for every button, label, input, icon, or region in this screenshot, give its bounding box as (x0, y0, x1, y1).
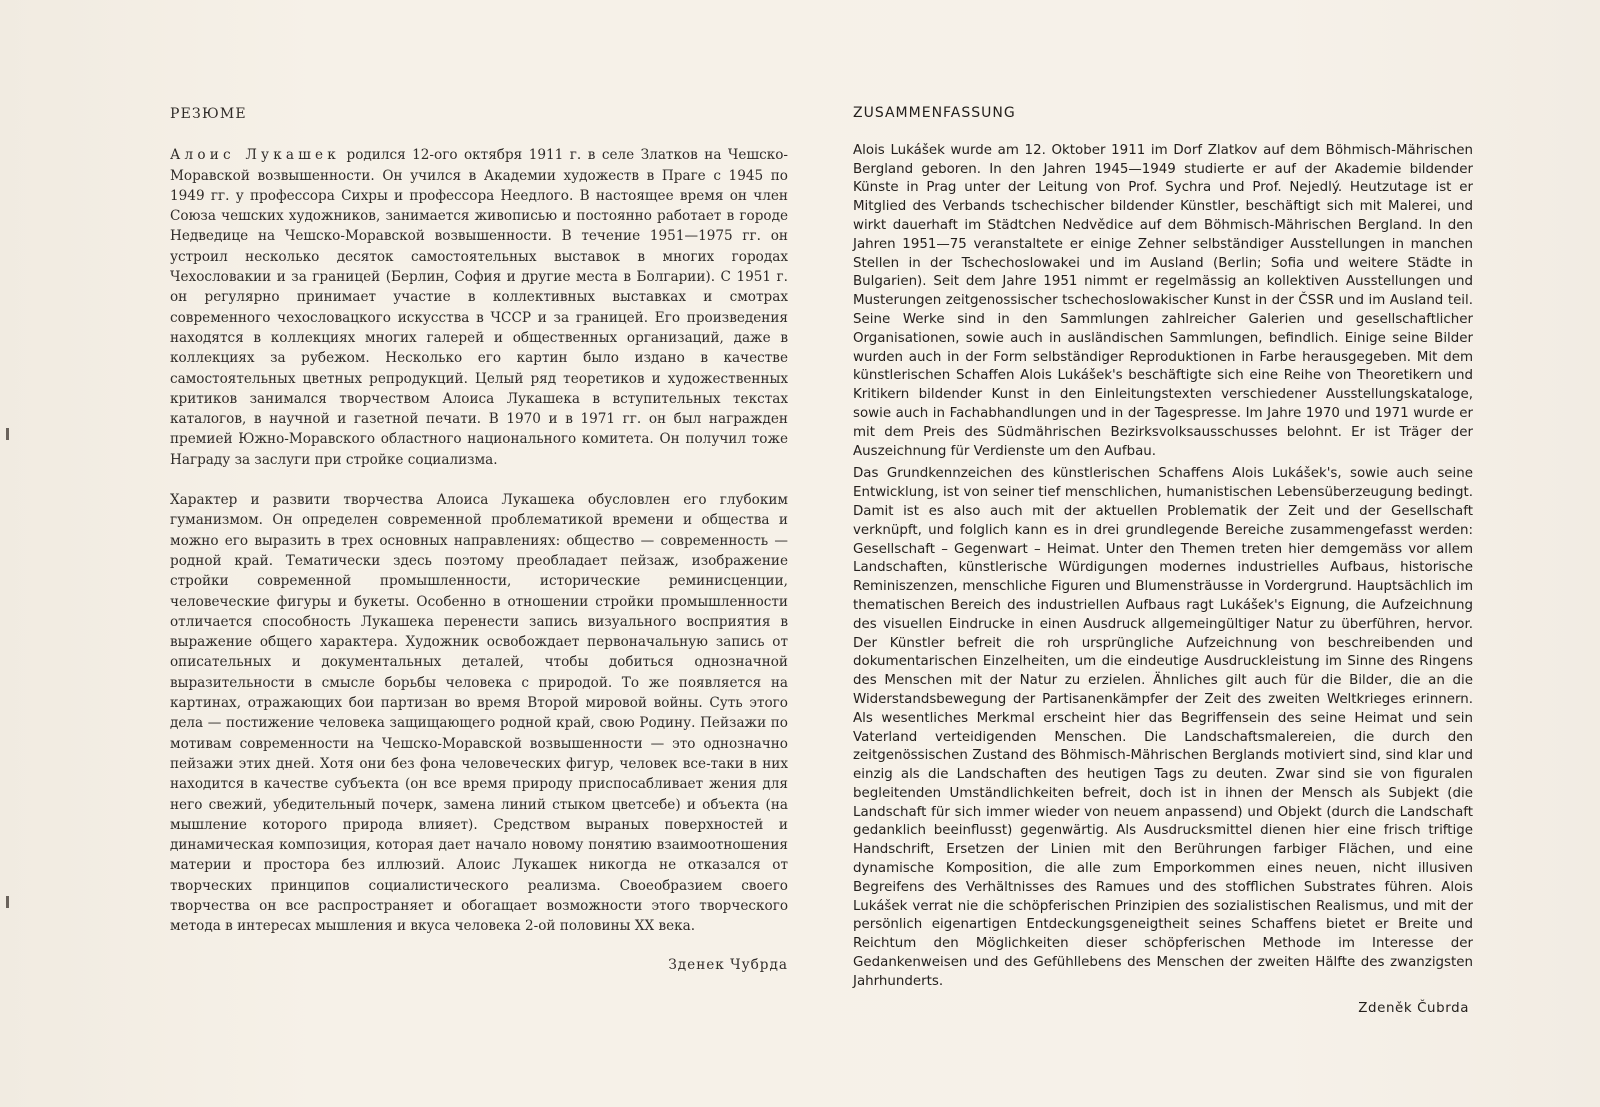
russian-paragraph-biography-text: родился 12-ого октября 1911 г. в селе Златков на Чешско-Моравской возвышенности. Он учился в Академии художеств в Праге с 1945 по 1949 гг. у профессора Сихры и профессора Неедлого. В настоящее время он член Союза чешских художников, занимается живописью и постоянно работает в городе Недведице на Чешско-Моравской возвышенности. В течение 1951—1975 гг. он устроил несколько десяток самостоятельных выставок в многих городах Чехословакии и за границей (Берлин, София и другие места в Болгарии). С 1951 г. он регулярно принимает участие в коллективных выставках и смотрах современного чехословацкого искусства в ЧССР и за границей. Его произведения находятся в коллекциях многих галерей и общественных организаций, даже в коллекциях за рубежом. Несколько его картин было издано в качестве самостоятельных цветных репродукций. Целый ряд теоретиков и художественных критиков занимался творчеством Алоиса Лукашека в вступительных текстах каталогов, в научной и газетной печати. В 1970 и в 1971 гг. он был награжден премией Южно-Моравского областного национального комитета. Он получил тоже Награду за заслуги при стройке социализма. (170, 147, 788, 468)
german-signature: Zdeněk Čubrda (1358, 1000, 1469, 1016)
russian-paragraph-biography (170, 145, 788, 470)
russian-summary-column (170, 104, 788, 975)
german-paragraph-characteristics: Das Grundkennzeichen des künstlerischen Schaffens Alois Lukášek's, sowie auch seine Entwicklung, ist von seiner tief menschlichen, humanistischen Lebensüberzeugung bedingt. Damit ist es also auch mit der aktuellen Problematik der Zeit und der Gesellschaft verknüpft, und folglich kann es in drei grundlegende Bereiche zusammengefasst werden: Gesellschaft – Gegenwart – Heimat. Unter den Themen treten hier demgemäss vor allem Landschaften, künstlerische Würdigungen modernes industrielles Aufbaus, historische Reminiszenzen, menschliche Figuren und Blumensträusse in Vordergrund. Hauptsächlich im thematischen Bereich des industriellen Aufbaus ragt Lukášek's Eignung, die Aufzeichnung des visuellen Eindrucke in einen Ausdruck allgemeingültiger Natur zu überführen, hervor. Der Künstler befreit die roh ursprüngliche Aufzeichnung von beschreibenden und dokumentarischen Einzelheiten, um die eindeutige Ausdruckleistung im Sinne des Ringens des Menschen mit der Natur zu erzielen. Ähnliches gilt auch für die Bilder, die an die Widerstandsbewegung der Partisanenkämpfer der Zeit des zweiten Weltkrieges erinnern. Als wesentliches Merkmal erscheint hier das Begriffensein des seine Heimat und sein Vaterland verteidigenden Menschen. Die Landschaftsmalereien, die durch den zeitgenössischen Zustand des Böhmisch-Mährischen Berglands motiviert sind, sind klar und einzig als die Landschaften des heutigen Tags zu deuten. Zwar sind sie von figuralen begleitenden Umständlichkeiten befreit, doch ist in ihnen der Mensch als Subjekt (die Landschaft für sich immer wieder von neuem anpassend) und Objekt (durch die Landschaft gedanklich beeinflusst) gegenwärtig. Als Ausdrucksmittel dienen hier eine frisch triftige Handschrift, Ersetzen der Linien mit den Berührungen farbiger Flächen, und eine dynamische Komposition, die alle zum Emporkommen eines neuen, nicht illusiven Begreifens des Verhältnisses des Ramues und des stofflichen Substrates führen. Alois Lukášek verrat nie die schöpferischen Prinzipien des sozialistischen Realismus, und mit der persönlich eigenartigen Entdeckungsgeneigtheit seines Schaffens bietet er Breite und Reichtum den Möglichkeiten dieser schöpferischen Methode im Interesse der Gedankenweisen und des Gefühllebens des Menschen der zweiten Hälfte des zwanzigsten Jahrhunderts. (853, 466, 1473, 989)
binding-mark-lower (6, 896, 9, 908)
german-summary-column (853, 104, 1473, 1018)
german-heading: ZUSAMMENFASSUNG (853, 105, 1016, 121)
artist-name-spaced: Алоис Лукашек (170, 147, 340, 164)
russian-heading: РЕЗЮМЕ (170, 106, 247, 122)
russian-paragraph-characteristics: Характер и развити творчества Алоиса Лукашека обусловлен его глубоким гуманизмом. Он определен современной проблематикой времени и общества и можно его выразить в трех основных направлениях: общество — современность — родной край. Тематически здесь поэтому преобладает пейзаж, изображение стройки современной промышленности, исторические реминисценции, человеческие фигуры и букеты. Особенно в отношении стройки промышленности отличается способность Лукашека перенести запись визуального восприятия в выражение общего характера. Художник освобождает первоначальную запись от описательных и документальных деталей, чтобы добиться однозначной выразительности в смысле борьбы человека с природой. То же появляется на картинах, отражающих бои партизан во время Второй мировой войны. Суть этого дела — постижение человека защищающего родной край, свою Родину. Пейзажи по мотивам современности на Чешско-Моравской возвышенности — это однозначно пейзажи этих дней. Хотя они без фона человеческих фигур, человек все-таки в них находится в качестве субъекта (он все время природу приспосабливает жения для него свежий, убедительный почерк, замена линий стыком цветсебе) и объекта (на мышление которого природа влияет). Средством выраных поверхностей и динамическая композиция, которая дает начало новому понятию взаимоотношения материи и простора без иллюзий. Алоис Лукашек никогда не отказался от творческих принципов социалистического реализма. Своеобразием своего творчества он все распространяет и обогащает возможности этого творческого метода в интересах мышления и вкуса человека 2-ой половины XX века. (170, 492, 788, 935)
binding-mark-upper (6, 428, 9, 440)
german-paragraph-biography: Alois Lukášek wurde am 12. Oktober 1911 im Dorf Zlatkov auf dem Böhmisch-Mährischen Bergland geboren. In den Jahren 1945—1949 studierte er auf der Akademie bildender Künste in Prag unter der Leitung von Prof. Sychra und Prof. Nejedlý. Heutzutage ist er Mitglied des Verbands tschechischer bildender Künstler, beschäftigt sich mit Malerei, und wirkt dauerhaft im Städtchen Nedvědice auf dem Böhmisch-Mährischen Bergland. In den Jahren 1951—75 veranstaltete er einige Zehner selbständiger Ausstellungen in manchen Stellen in der Tschechoslowakei und im Ausland (Berlin; Sofia und weitere Städte in Bulgarien). Seit dem Jahre 1951 nimmt er regelmässig an kollektiven Ausstellungen und Musterungen zeitgenossischer tschechoslowakischer Kunst in der ČSSR und im Ausland teil. Seine Werke sind in den Sammlungen zahlreicher Galerien und gesellschaftlicher Organisationen, sowie auch in ausländischen Sammlungen, befindlich. Einige seine Bilder wurden auch in der Form selbständiger Reproduktionen in Farbe herausgegeben. Mit dem künstlerischen Schaffen Alois Lukášek's beschäftigte sich eine Reihe von Theoretikern und Kritikern bildender Kunst in den Einleitungstexten verschiedener Ausstellungskataloge, sowie auch in Fachabhandlungen und in der Tagespresse. Im Jahre 1970 und 1971 wurde er mit dem Preis des Südmährischen Bezirksvolksausschusses belohnt. Er ist Träger der Auszeichnung für Verdienste um den Aufbau. (853, 142, 1473, 459)
russian-signature: Зденек Чубрда (668, 956, 788, 973)
